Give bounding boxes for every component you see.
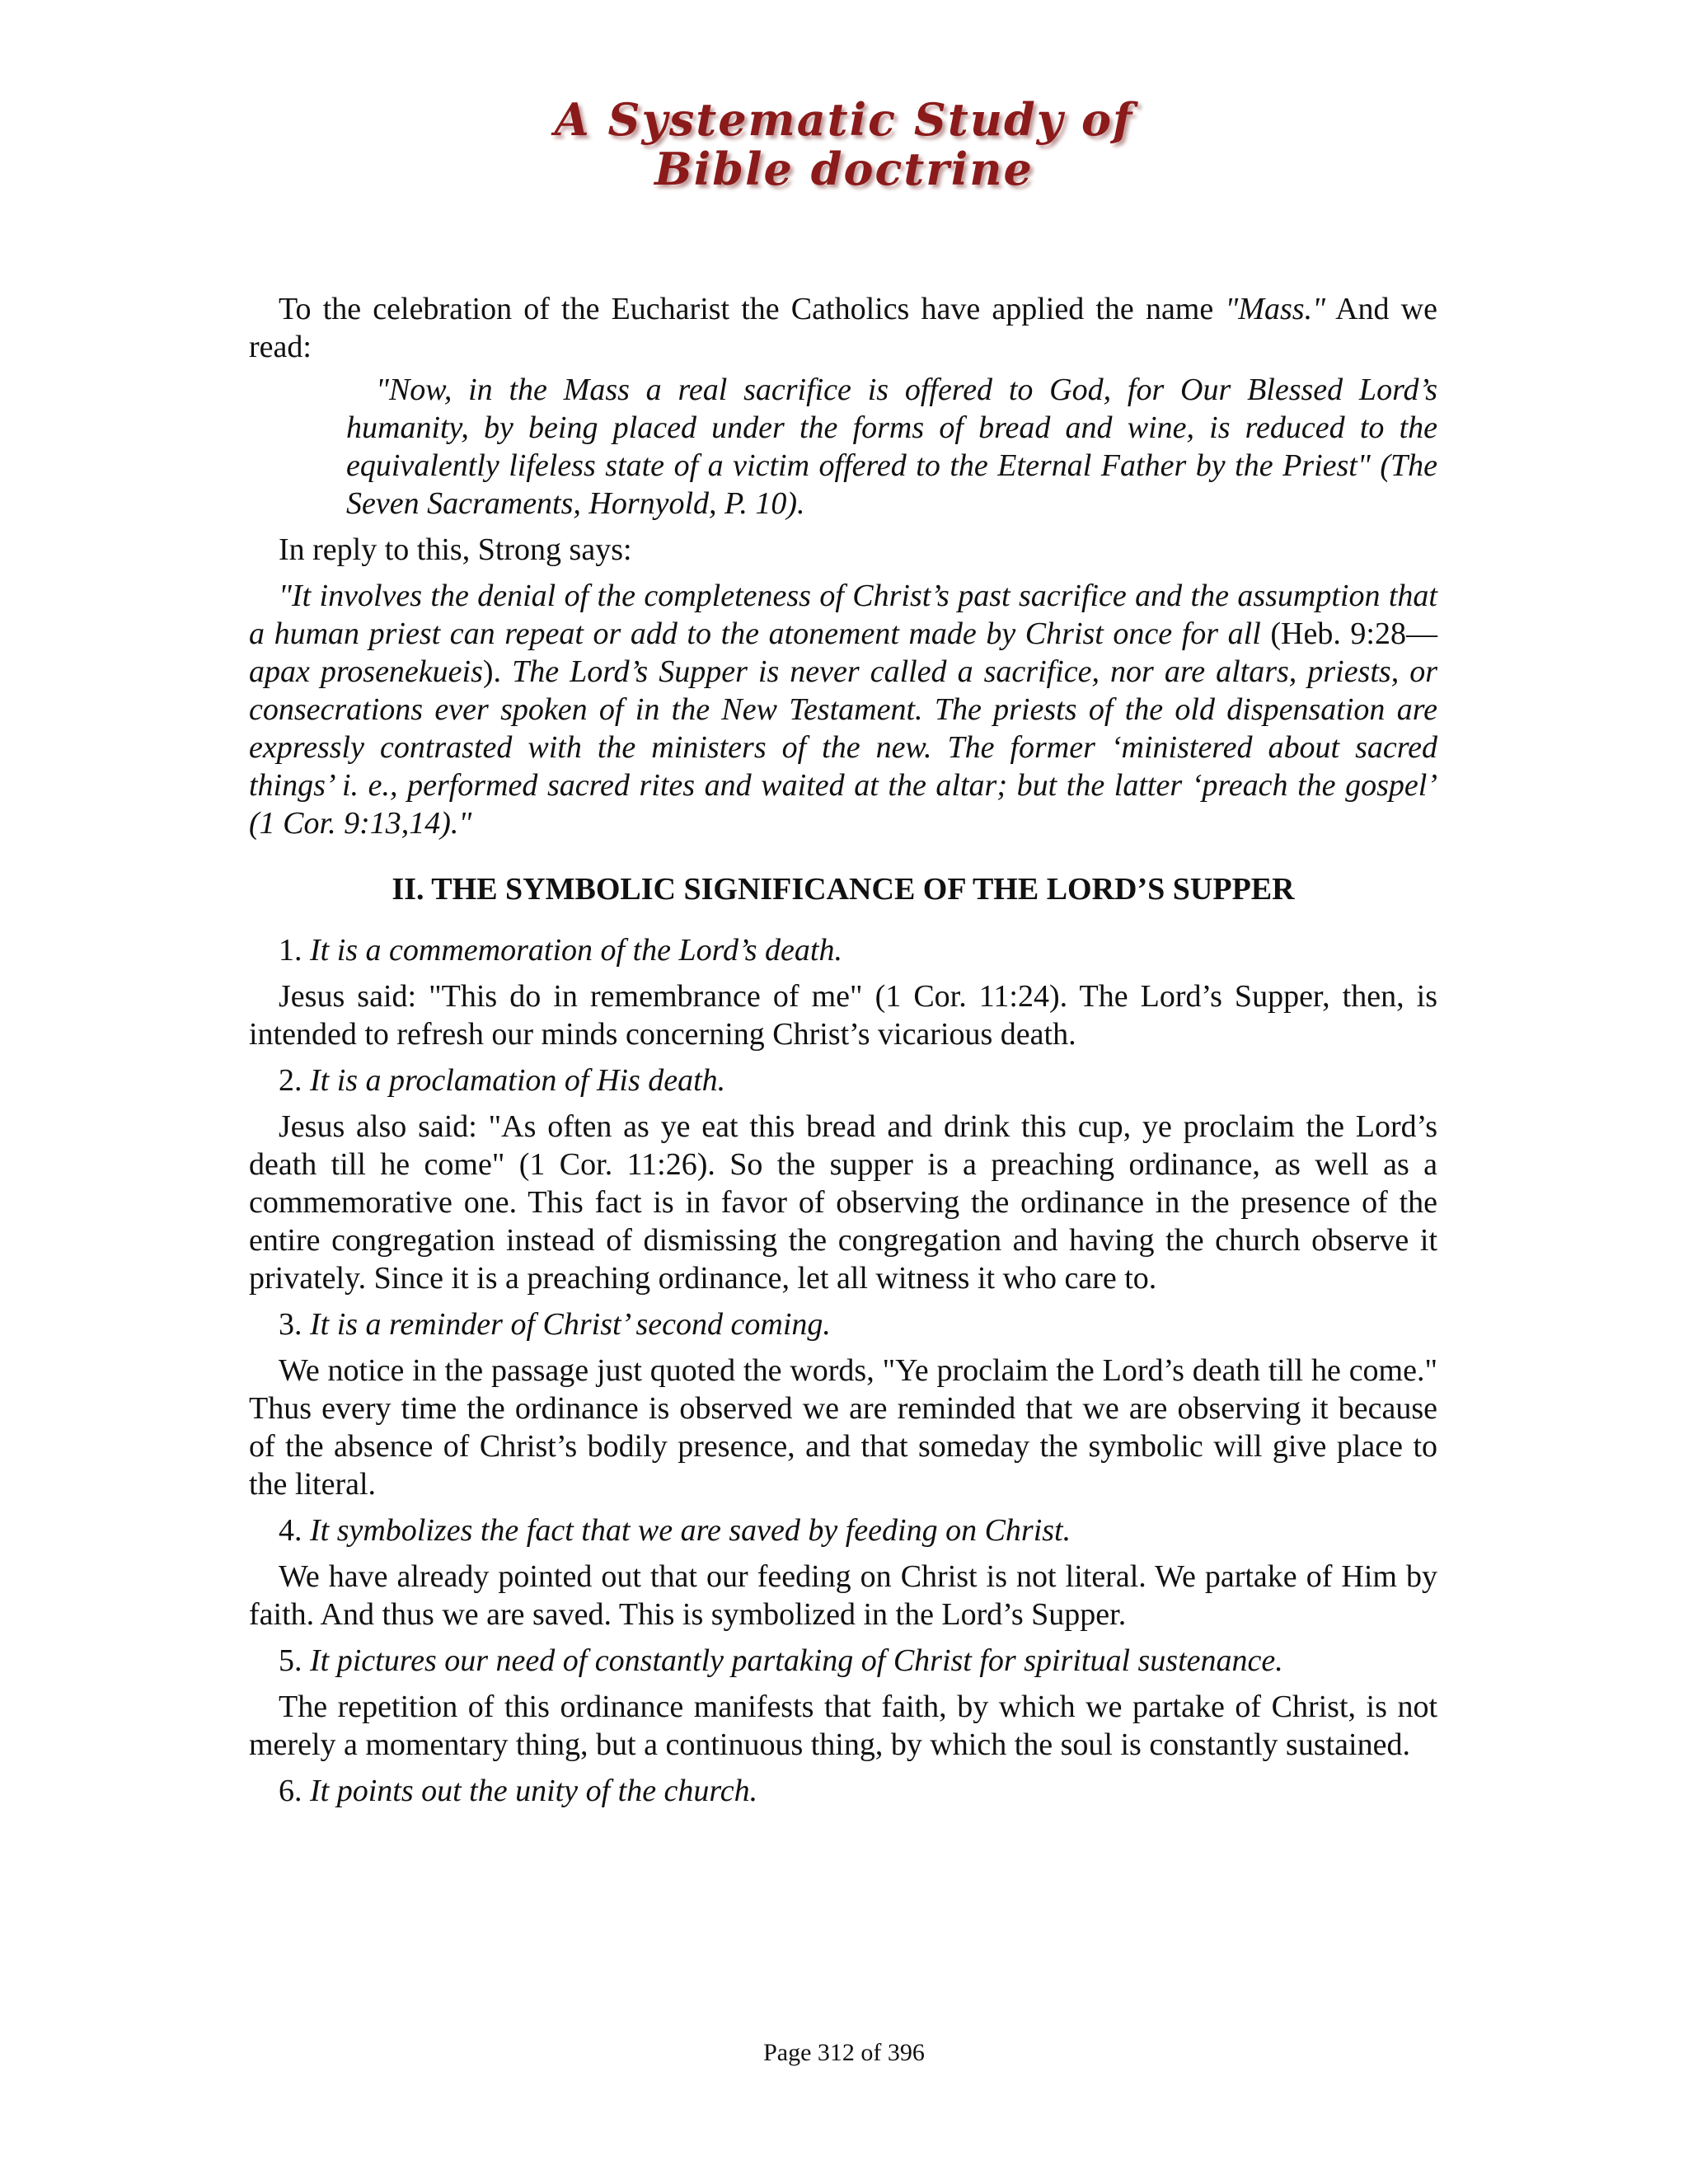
point-5-title xyxy=(249,1642,1437,1680)
point-title-text: It is a reminder of Christ’ second coming. xyxy=(310,1307,831,1342)
point-3-title xyxy=(249,1305,1437,1343)
point-number: 4. xyxy=(279,1513,310,1548)
book-title-banner xyxy=(0,93,1688,195)
strong-quote-greek: apax prosenekueis xyxy=(249,654,483,689)
strong-quote-part-b: The Lord’s Supper is never called a sacrifice, nor are altars, priests, or consecrations ever spoken of in the New Testament. The priests of the old dispensation are expressly contrasted with the ministers of the new. The former ‘ministered about sacred things’ i. e., performed sacred rites and waited at the altar; but the latter ‘preach the gospel’ (1 Cor. 9:13,14)." xyxy=(249,654,1438,841)
book-title-line-2: Bible doctrine xyxy=(654,143,1034,195)
point-title-text: It pictures our need of constantly partaking of Christ for spiritual sustenance. xyxy=(310,1643,1283,1678)
point-3-text: We notice in the passage just quoted the words, "Ye proclaim the Lord’s death till he come." Thus every time the ordinance is observed we are reminded that we are observing it because of the absence of Christ’s bodily presence, and that someday the symbolic will give place to the literal. xyxy=(249,1353,1437,1502)
point-2-text: Jesus also said: "As often as ye eat this bread and drink this cup, ye proclaim the Lord’s death till he come" (1 Cor. 11:26). So the supper is a preaching ordinance, as well as a commemorative one. This fact is in favor of observing the ordinance in the presence of the entire congregation instead of dismissing the congregation and having the church observe it privately. Since it is a preaching ordinance, let all witness it who care to. xyxy=(249,1109,1437,1296)
point-4-title xyxy=(249,1511,1437,1549)
point-number: 2. xyxy=(279,1063,310,1098)
point-title-text: It symbolizes the fact that we are saved by feeding on Christ. xyxy=(310,1513,1071,1548)
point-2-title xyxy=(249,1062,1437,1099)
strong-quote xyxy=(249,577,1437,842)
strong-intro-paragraph: In reply to this, Strong says: xyxy=(279,532,632,567)
book-title-line-1: A Systematic Study of xyxy=(554,93,1134,146)
point-title-text: It is a proclamation of His death. xyxy=(310,1063,726,1098)
section-heading: II. THE SYMBOLIC SIGNIFICANCE OF THE LORD’S SUPPER xyxy=(392,872,1295,907)
intro-text-a: To the celebration of the Eucharist the Catholics have applied the name xyxy=(279,292,1226,326)
strong-quote-part-a: "It involves the denial of the completeness of Christ’s past sacrifice and the assumption that a human priest can repeat or add to the atonement made by Christ once for all xyxy=(249,579,1437,651)
intro-paragraph xyxy=(249,290,1437,366)
point-1-title xyxy=(249,931,1437,969)
point-6-title xyxy=(249,1772,1437,1810)
point-4-text: We have already pointed out that our feeding on Christ is not literal. We partake of Him by faith. And thus we are saved. This is symbolized in the Lord’s Supper. xyxy=(249,1559,1437,1632)
intro-text-b: And we read: xyxy=(249,292,1437,364)
point-number: 3. xyxy=(279,1307,310,1342)
point-number: 5. xyxy=(279,1643,310,1678)
point-number: 1. xyxy=(279,933,310,968)
page-number: Page 312 of 396 xyxy=(763,2039,925,2066)
page-body xyxy=(249,290,1437,1810)
point-1-text: Jesus said: "This do in remembrance of me" (1 Cor. 11:24). The Lord’s Supper, then, is intended to refresh our minds concerning Christ’s vicarious death. xyxy=(249,979,1437,1052)
point-title-text: It is a commemoration of the Lord’s death. xyxy=(310,933,842,968)
mass-term: "Mass." xyxy=(1225,292,1326,326)
strong-quote-ref-b: ). xyxy=(482,654,513,689)
hornyold-quote: "Now, in the Mass a real sacrifice is offered to God, for Our Blessed Lord’s humanity, by being placed under the forms of bread and wine, is reduced to the equivalently lifeless state of a victim offered to the Eternal Father by the Priest" (The Seven Sacraments, Hornyold, P. 10). xyxy=(346,373,1437,521)
point-title-text: It points out the unity of the church. xyxy=(310,1774,758,1808)
point-number: 6. xyxy=(279,1774,310,1808)
strong-quote-ref-a: (Heb. 9:28— xyxy=(1260,616,1437,651)
point-5-text: The repetition of this ordinance manifests that faith, by which we partake of Christ, is not merely a momentary thing, but a continuous thing, by which the soul is constantly sustained. xyxy=(249,1690,1437,1762)
